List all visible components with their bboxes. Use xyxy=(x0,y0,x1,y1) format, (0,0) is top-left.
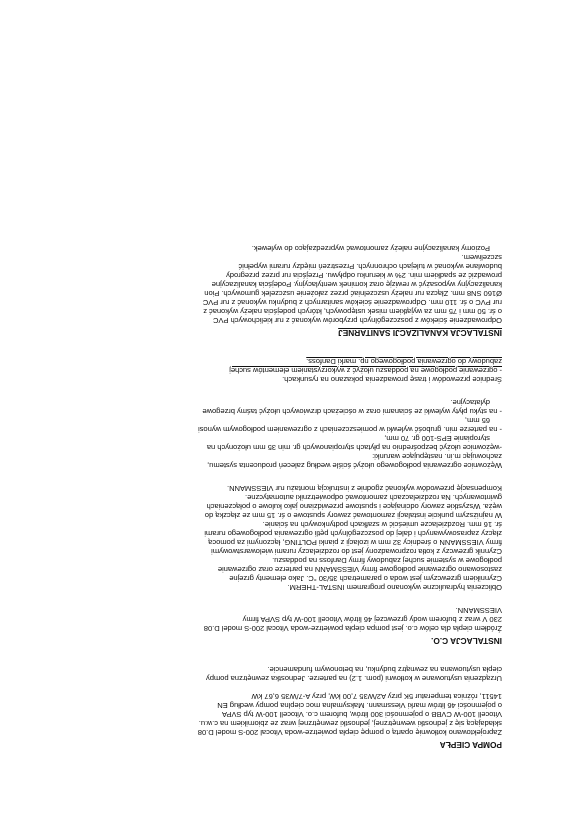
paragraph-co-wezownice xyxy=(72,398,502,470)
text-line: zachowując m.in. następujące warunki: xyxy=(372,452,502,461)
text-line: Urządzenia usytuowane w kotłowni (pom. 1.2) na parterze. Jednostka zewnętrzna pompy xyxy=(206,674,502,683)
text-line: Wężownice ogrzewania podłogowego ułożyć ściśle według zaleceń producenta systemu, xyxy=(207,461,502,470)
paragraph-pompa-lokalizacja xyxy=(72,665,502,683)
text-line: zabudowy do ogrzewania podłogowego np. marki Danfoss. xyxy=(306,357,502,366)
text-line: W najniższym punkcie instalacji zamontować zawory spustowe o śr. 15 mm ze złączką do xyxy=(204,511,502,520)
text-line: dylatacyjne. xyxy=(450,398,490,407)
text-line: prowadzić ze spadkiem min. 2% w kierunku odpływu. Przejścia rur przez przegrody xyxy=(226,271,502,280)
text-line: Ø160 SN8 mm. Złącza rur należy uszczelniać przez założenie uszczelek gumowych. Pion xyxy=(204,289,502,298)
text-line: Poziomy kanalizacyjne należy zamontować wyprzedzająco do wylewek. xyxy=(251,244,490,253)
text-line: zastosowano ogrzewanie podłogowe firmy VIESSMANN na parterze oraz ogrzewanie xyxy=(217,565,502,574)
text-line: Zaprojektowano kotłownię opartą o pompę ciepła powietrze-woda Vitocal 200-S model D.08 xyxy=(197,728,502,737)
text-line: 14511, różnica temperatur 5K przy A2/W35 7,00 kW, przy A-7/W35 6,67 kW xyxy=(251,692,502,701)
text-line: śr. 16 mm. Rozdzielacze umieścić w szafkach podtynkowych na ścianie. xyxy=(262,520,502,529)
text-line: -wężownice ułożyć bezpośrednio na płytach styropianowych gr. min 35 mm ułożonych na xyxy=(206,443,502,452)
text-line: szczeliwem. xyxy=(461,253,502,262)
text-line: rur PVC o śr. 110 mm. Odprowadzenie ścieków sanitarnych z budynku wykonać z rur PVC xyxy=(202,298,502,307)
text-line: ciepła usytuowana na zewnątrz budynku, na betonowym fundamencie. xyxy=(267,665,502,674)
paragraph-co-obliczenia xyxy=(72,484,502,592)
paragraph-kanalizacja-opis xyxy=(72,253,502,325)
text-line: Czynnik grzewczy z kotła rozprowadzony jest do rozdzielaczy rurami wielowarstwowymi xyxy=(211,547,502,556)
text-line: Czynnikiem grzewczym jest woda o parametrach 35/30 °C. Jako elementy grzejne xyxy=(229,574,502,583)
text-line: Kompensację przewodów wykonać zgodnie z instrukcją montażu rur VIESSMANN. xyxy=(227,484,502,493)
document-body xyxy=(72,244,502,749)
text-line: podłogowe w systemie suchej zabudowy firmy Danfoss na poddaszu. xyxy=(272,556,502,565)
paragraph-pompa-opis xyxy=(72,692,502,737)
text-line: - ogrzewanie podłogowe na poddaszu ułożyć z wykorzystaniem elementów suchej xyxy=(229,366,502,375)
text-line: węża. Wszystkie zawory odcinające i spustowe przewidziano jako kulowe o połączeniach xyxy=(206,502,502,511)
text-line: styropianie EPS-100 gr. 70 mm, xyxy=(384,434,490,443)
text-line: Odprowadzenie ścieków z poszczególnych przyborów wykonać z rur kielichowych PVC xyxy=(213,316,502,325)
text-line: 65 mm, xyxy=(464,416,490,425)
text-line: - na parterze min. grubość wylewki w pomieszczeniach z ogrzewaniem podłogowym wynosi xyxy=(198,425,502,434)
heading-kanalizacja: INSTALACJA KANALIZACJI SANITARNEJ xyxy=(338,328,502,338)
heading-instalacja-co: INSTALACJA C.O. xyxy=(431,636,502,646)
paragraph-kanalizacja-poziomy xyxy=(72,244,502,253)
text-line: Vitocell 100-W CVBB o pojemności 300 litrów, buforem c.o. Vitocell 100-W typ SVPA xyxy=(222,710,502,719)
text-line: Średnice przewodów i trasę prowadzenia pokazano na rysunkach. xyxy=(282,375,502,384)
text-line: Źródłem ciepła dla celów c.o. jest pompa ciepła powietrze-woda Vitocal 200-S model D.08 xyxy=(203,624,502,633)
text-line: gwintowanych. Na rozdzielaczach zamontować odpowietrzniki automatyczne. xyxy=(245,493,502,502)
heading-pompa-ciepla: POMPA CIEPŁA xyxy=(439,740,502,750)
text-line: VIESSMANN. xyxy=(455,606,502,615)
text-line: o śr. 50 mm i 75 mm za wyjątkiem misek ustępowych, których podejścia należy wykonać z xyxy=(203,307,502,316)
text-line: budowlane wykonać w tulejach ochronnych. Przestrzeń między rurami wypełnić xyxy=(238,262,502,271)
paragraph-co-zrodlo xyxy=(72,606,502,633)
text-line: Obliczenia hydrauliczne wykonano programem INSTAL-THERM. xyxy=(287,583,502,592)
text-line: złączy zaprasowywanych i dalej do poszczególnych pętli ogrzewania podłogowego rurami xyxy=(204,529,502,538)
paragraph-co-poddasze xyxy=(72,357,502,375)
text-line: 230 V wraz z buforem wody grzewczej 46 litrów Vitocell 100-W typ SVPA firmy xyxy=(242,615,502,624)
text-line: kanalizacyjny wyposażyć w rewizję oraz kominek wentylacyjny. Podejścia kanalizacyjne xyxy=(211,280,502,289)
text-line: składającą się z jednostki wewnętrznej, jednostki zewnętrznej wraz ze zbiornikiem na c.w.u. xyxy=(198,719,502,728)
text-line: - na styku płyty wylewki ze ścianami oraz w ościeżach drzwiowych ułożyć taśmy brzegowe xyxy=(202,407,502,416)
paragraph-co-srednice xyxy=(72,375,502,384)
text-line: o pojemności 46 litrów marki Viessmann. Maksymalna moc cieplna pompy według EN xyxy=(217,701,502,710)
text-line: firmy VIESSMANN o średnicy 32 mm w izolacji z pianki POLTING, łączonymi za pomocą xyxy=(208,538,502,547)
